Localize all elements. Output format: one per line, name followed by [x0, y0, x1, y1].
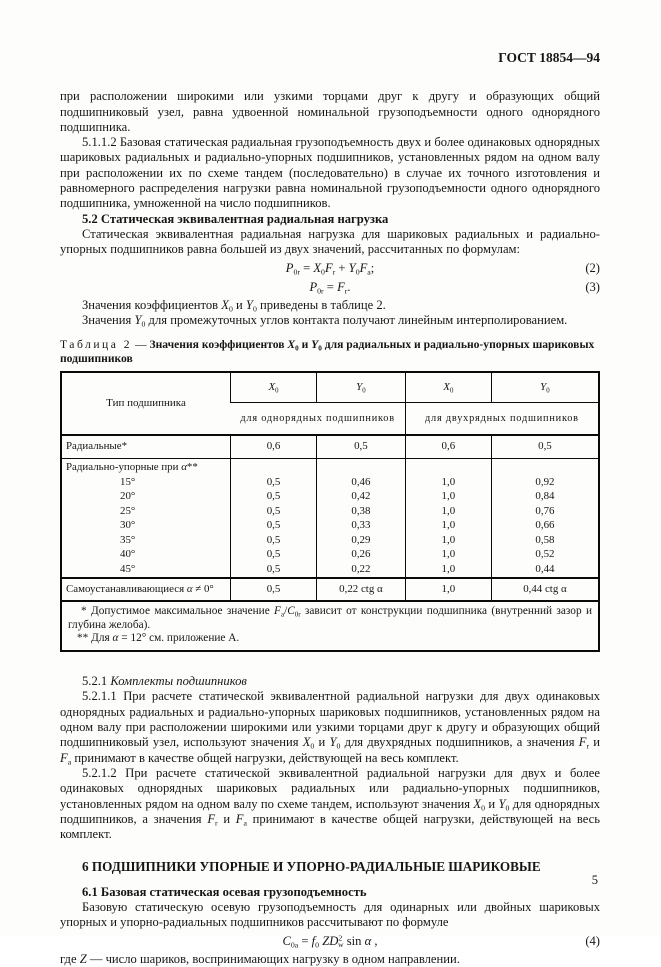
paragraph-5-2-1-1: 5.2.1.1 При расчете статической эквивалентной радиальной нагрузки для двух одинаковых однорядных радиальных и радиально-упорных шариковых подшипников, установленных рядом на одном валу при расположении широкими или узкими торцами друг к другу и образующих общий подшипниковый узел, используют значения $X_0$ и $Y_0$ для двухрядных подшипников, а значения $F_r$ и $F_a$ принимают в качестве общей нагрузки, действующей на весь комплект.	[60, 689, 600, 767]
table-header-type: Тип подшипника	[61, 372, 230, 435]
page-number: 5	[591, 872, 598, 887]
table-header-single-row-group: для однорядных подшипников	[230, 402, 405, 435]
table-cell-value: 0,22	[317, 562, 406, 578]
table-row-angle-20	[61, 490, 599, 505]
equation-2-number: (2)	[585, 260, 600, 275]
table-row-self-aligning	[61, 578, 599, 601]
standard-number: ГОСТ 18854—94	[498, 50, 600, 65]
table-row-angular-contact-label	[61, 458, 599, 475]
table-cell-empty	[491, 458, 599, 475]
table-cell-value: 0,5	[230, 475, 316, 490]
table-cell-group-label: Радиально-упорные при α**	[66, 460, 198, 473]
paragraph-6-1-intro: Базовую статическую осевую грузоподъемность для одинарных или двойных шариковых упорных и упорно-радиальных подшипников рассчитывают по формуле	[60, 900, 600, 930]
table-cell-value: 0,29	[317, 533, 406, 548]
table-cell-value: 0,58	[491, 533, 599, 548]
table-header-row-coefficients	[61, 372, 599, 403]
table-cell-empty	[230, 458, 316, 475]
table-cell-value: 0,84	[491, 490, 599, 505]
table-cell-angle: 45°	[120, 562, 136, 575]
table-cell-empty	[405, 458, 491, 475]
table-cell-value: 0,92	[491, 475, 599, 490]
table-cell-value: 1,0	[405, 578, 491, 601]
heading-5-2-1: 5.2.1 Комплекты подшипников	[82, 674, 247, 689]
table-cell-angle: 25°	[120, 504, 136, 517]
table-cell-type: Радиальные*	[61, 435, 230, 459]
table-cell-value: 1,0	[405, 504, 491, 519]
table-cell-value: 0,26	[317, 548, 406, 563]
table-cell-value: 0,5	[230, 504, 316, 519]
table-row-angle-30	[61, 519, 599, 534]
paragraph-5-1-1-2: 5.1.1.2 Базовая статическая радиальная грузоподъемность двух и более одинаковых однорядных шариковых радиальных и радиально-упорных подшипников, установленных рядом на одном валу при расположении их по схеме тандем (последовательно) в случае их точного изготовления и равномерного распределения нагрузки равна номинальной грузоподъемности одного однорядного подшипника, умноженной на число подшипников.	[60, 135, 600, 211]
equation-3-number: (3)	[585, 279, 600, 294]
paragraph-where-z: где Z — число шариков, воспринимающих нагрузку в одном направлении.	[60, 951, 460, 966]
table-cell-value: 0,46	[317, 475, 406, 490]
paragraph-continuation: при расположении широкими или узкими торцами друг к другу и образующих общий подшипниковый узел, равна удвоенной номинальной грузоподъемности одного однорядного подшипника.	[60, 89, 600, 134]
table-cell-value: 1,0	[405, 562, 491, 578]
table-cell-value: 0,42	[317, 490, 406, 505]
table-footnotes-row	[61, 601, 599, 651]
table-header-x0-single: $X_0$	[230, 372, 316, 403]
table-row-radial	[61, 435, 599, 459]
table-cell-value: 0,66	[491, 519, 599, 534]
coefficients-table	[60, 371, 600, 652]
paragraph-5-2-1-2: 5.2.1.2 При расчете статической эквивалентной радиальной нагрузки для двух и более одинаковых однорядных шариковых радиальных или радиально-упорных подшипников, установленных рядом на одном валу по схеме тандем, используют значения $X_0$ и $Y_0$ для однорядных подшипников, а значения $F_r$ и $F_a$ принимают в качестве общей нагрузки, действующей на весь комплект.	[60, 765, 600, 842]
table-footnote-1: * Допустимое максимальное значение $F_a/C_{0r}$ зависит от конструкции подшипника (внутренний зазор и глубина желоба).	[68, 604, 592, 631]
table-caption: Таблица 2 — Значения коэффициентов $X_0$ и $Y_0$ для радиальных и радиально-упорных шариковых подшипников	[60, 337, 595, 365]
table-row-angle-25	[61, 504, 599, 519]
table-cell-value: 0,5	[230, 519, 316, 534]
table-cell-angle: 15°	[120, 475, 136, 488]
table-footnote-2: ** Для α = 12° см. приложение А.	[77, 632, 240, 645]
table-cell-value: 1,0	[405, 490, 491, 505]
heading-6: 6 ПОДШИПНИКИ УПОРНЫЕ И УПОРНО-РАДИАЛЬНЫЕ ШАРИКОВЫЕ	[82, 859, 541, 875]
table-header-double-row-group: для двухрядных подшипников	[405, 402, 599, 435]
equation-4	[60, 933, 600, 950]
table-cell-value: 0,52	[491, 548, 599, 563]
equation-4-number: (4)	[585, 933, 600, 948]
table-cell-value: 0,33	[317, 519, 406, 534]
table-cell-value: 1,0	[405, 548, 491, 563]
table-cell-value: 1,0	[405, 475, 491, 490]
table-cell-value: 0,6	[405, 435, 491, 459]
table-row-angle-35	[61, 533, 599, 548]
table-cell-value: 0,6	[230, 435, 316, 459]
equation-3	[60, 279, 600, 296]
heading-6-1: 6.1 Базовая статическая осевая грузоподъемность	[82, 884, 367, 899]
table-cell-value: 0,44 ctg α	[491, 578, 599, 601]
table-cell-value: 0,38	[317, 504, 406, 519]
table-header-x0-double: $X_0$	[405, 372, 491, 403]
table-cell-value: 0,5	[317, 435, 406, 459]
table-row-angle-45	[61, 562, 599, 578]
table-row-angle-15	[61, 475, 599, 490]
table-header-y0-double: $Y_0$	[491, 372, 599, 403]
table-header-y0-single: $Y_0$	[317, 372, 406, 403]
paragraph-values-1: Значения коэффициентов $X_0$ и $Y_0$ приведены в таблице 2.	[82, 298, 386, 314]
table-cell-value: 0,5	[230, 562, 316, 578]
table-cell-value: 0,5	[230, 533, 316, 548]
equation-3-formula: $P_{0r} = F_r$.	[309, 279, 351, 296]
table-cell-angle: 30°	[120, 519, 136, 532]
table-cell-type: Самоустанавливающиеся α ≠ 0°	[61, 578, 230, 601]
table-cell-value: 0,22 ctg α	[317, 578, 406, 601]
table-row-angle-40	[61, 548, 599, 563]
heading-5-2: 5.2 Статическая эквивалентная радиальная нагрузка	[82, 211, 389, 226]
table-cell-value: 0,5	[230, 578, 316, 601]
table-cell-angle: 35°	[120, 533, 136, 546]
equation-2	[60, 260, 600, 277]
table-cell-value: 0,5	[230, 548, 316, 563]
table-cell-value: 0,44	[491, 562, 599, 578]
table-cell-angle: 40°	[120, 548, 136, 561]
table-cell-value: 1,0	[405, 533, 491, 548]
table-cell-empty	[317, 458, 406, 475]
table-cell-value: 1,0	[405, 519, 491, 534]
table-cell-value: 0,5	[491, 435, 599, 459]
equation-4-formula: $C_{0a} = f_0$ $ZD^2_w$ sin α ,	[282, 933, 378, 950]
equation-2-formula: $P_{0r} = X_0F_r + Y_0F_a$;	[285, 260, 375, 277]
paragraph-values-2: Значения $Y_0$ для промежуточных углов контакта получают линейным интерполированием.	[82, 313, 568, 330]
table-cell-angle: 20°	[120, 490, 136, 503]
table-cell-value: 0,76	[491, 504, 599, 519]
table-footnotes-cell	[61, 601, 599, 651]
table-cell-value: 0,5	[230, 490, 316, 505]
paragraph-5-2-intro: Статическая эквивалентная радиальная нагрузка для шариковых радиальных и радиально-упорных подшипников равна большей из двух значений, рассчитанных по формулам:	[60, 226, 600, 257]
